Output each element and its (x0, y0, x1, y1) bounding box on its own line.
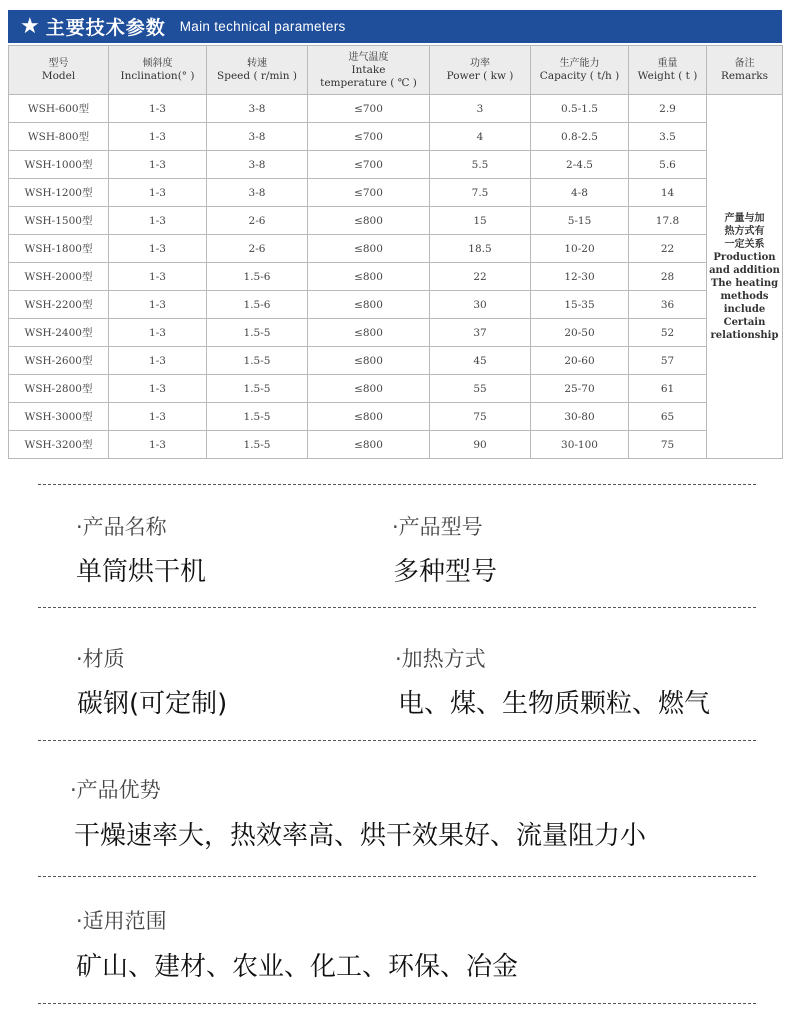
table-cell: 15 (430, 207, 531, 235)
table-cell: 3.5 (629, 123, 707, 151)
table-cell: 5.6 (629, 151, 707, 179)
table-cell: 2-4.5 (531, 151, 629, 179)
table-cell: 3-8 (207, 151, 308, 179)
column-header (707, 46, 783, 95)
table-cell: 3 (430, 95, 531, 123)
table-cell: WSH-1800型 (9, 235, 109, 263)
table-cell: 2.9 (629, 95, 707, 123)
table-cell: ≤800 (308, 375, 430, 403)
table-row (9, 375, 783, 403)
banner-title-en: Main technical parameters (179, 19, 346, 34)
table-cell: WSH-1000型 (9, 151, 109, 179)
table-cell: WSH-2800型 (9, 375, 109, 403)
material-value: 碳钢(可定制) (77, 689, 228, 719)
table-cell: ≤800 (308, 319, 430, 347)
table-cell: 1-3 (109, 375, 207, 403)
table-cell: 1-3 (109, 235, 207, 263)
table-cell: 5-15 (531, 207, 629, 235)
column-header-cn: 生产能力 (559, 58, 600, 69)
table-header-row (9, 46, 783, 95)
table-cell: WSH-1500型 (9, 207, 109, 235)
table-cell: 7.5 (430, 179, 531, 207)
table-cell: WSH-3200型 (9, 431, 109, 459)
table-row (9, 235, 783, 263)
column-header-cn: 进气温度 (348, 51, 389, 63)
table-cell: 1.5-5 (207, 319, 308, 347)
table-cell: 1.5-5 (207, 431, 308, 459)
column-header-en: Speed ( r/min ) (217, 70, 297, 82)
heating-value: 电、煤、生物质颗粒、燃气 (398, 689, 711, 719)
column-header-en: Weight ( t ) (637, 70, 698, 82)
table-cell: 20-50 (531, 319, 629, 347)
table-row (9, 403, 783, 431)
table-cell: 4 (430, 123, 531, 151)
column-header (109, 46, 207, 95)
table-row (9, 179, 783, 207)
table-cell: 1-3 (109, 291, 207, 319)
table-cell: 1-3 (109, 263, 207, 291)
table-cell: 17.8 (629, 207, 707, 235)
column-header (9, 46, 109, 95)
remarks-line-en: Certain (723, 316, 766, 328)
remarks-line-en: methods (720, 290, 769, 302)
table-cell: 1-3 (109, 347, 207, 375)
table-cell: 14 (629, 179, 707, 207)
table-cell: WSH-800型 (9, 123, 109, 151)
table-cell: 0.5-1.5 (531, 95, 629, 123)
table-cell: 2-6 (207, 207, 308, 235)
column-header-en: Inclination(° ) (120, 70, 195, 82)
table-row (9, 263, 783, 291)
table-cell: ≤800 (308, 431, 430, 459)
table-row (9, 347, 783, 375)
column-header-en: Power ( kw ) (446, 70, 514, 82)
table-body (9, 95, 783, 459)
table-cell: ≤800 (308, 403, 430, 431)
table-cell: 0.8-2.5 (531, 123, 629, 151)
table-row (9, 291, 783, 319)
table-cell: 12-30 (531, 263, 629, 291)
table-cell: ≤700 (308, 95, 430, 123)
table-cell: 1.5-5 (207, 375, 308, 403)
table-cell: ≤700 (308, 151, 430, 179)
table-cell: 2-6 (207, 235, 308, 263)
table-cell: 15-35 (531, 291, 629, 319)
table-cell: 65 (629, 403, 707, 431)
table-cell: 10-20 (531, 235, 629, 263)
star-icon: ★ (20, 14, 40, 39)
table-cell: 1.5-5 (207, 403, 308, 431)
product-name-value: 单筒烘干机 (76, 557, 207, 587)
table-cell: 45 (430, 347, 531, 375)
table-cell: 61 (629, 375, 707, 403)
table-row (9, 123, 783, 151)
table-cell: 75 (629, 431, 707, 459)
table-cell: 90 (430, 431, 531, 459)
table-cell: 1-3 (109, 95, 207, 123)
divider (38, 876, 756, 877)
column-header-en: Remarks (720, 70, 769, 82)
table-cell: 1-3 (109, 403, 207, 431)
table-cell: ≤800 (308, 207, 430, 235)
table-cell: WSH-2600型 (9, 347, 109, 375)
table-cell: 20-60 (531, 347, 629, 375)
table-cell: ≤800 (308, 291, 430, 319)
table-cell: 36 (629, 291, 707, 319)
remarks-line-cn: 产量与加 (724, 212, 765, 224)
scope-label: ·适用范围 (76, 909, 167, 933)
table-cell: 1.5-6 (207, 263, 308, 291)
table-cell: 25-70 (531, 375, 629, 403)
advantages-value: 干燥速率大，热效率高、烘干效果好、流量阻力小 (74, 821, 647, 851)
table-cell: 22 (430, 263, 531, 291)
product-name-label: ·产品名称 (76, 515, 167, 539)
table-cell: 1.5-5 (207, 347, 308, 375)
table-cell: 5.5 (430, 151, 531, 179)
table-cell: 1-3 (109, 179, 207, 207)
table-cell: 30 (430, 291, 531, 319)
table-cell: 57 (629, 347, 707, 375)
table-cell: 30-100 (531, 431, 629, 459)
table-row (9, 207, 783, 235)
table-row (9, 95, 783, 123)
column-header-en: temperature ( ℃ ) (320, 76, 417, 89)
table-cell: WSH-2000型 (9, 263, 109, 291)
table-cell: 28 (629, 263, 707, 291)
column-header-en: Model (41, 70, 76, 82)
table-cell: ≤800 (308, 235, 430, 263)
table-row (9, 319, 783, 347)
heating-label: ·加热方式 (395, 647, 486, 671)
table-cell: WSH-2200型 (9, 291, 109, 319)
product-model-value: 多种型号 (393, 557, 498, 587)
table-cell: WSH-3000型 (9, 403, 109, 431)
table-cell: ≤700 (308, 123, 430, 151)
table-cell: WSH-2400型 (9, 319, 109, 347)
table-cell: 37 (430, 319, 531, 347)
banner-title-cn: 主要技术参数 (45, 17, 166, 39)
remarks-cell (707, 95, 783, 459)
column-header-cn: 转速 (247, 58, 267, 69)
table-cell: 3-8 (207, 123, 308, 151)
table-cell: ≤800 (308, 347, 430, 375)
table-cell: 1-3 (109, 431, 207, 459)
column-header-cn: 重量 (657, 58, 678, 69)
divider (38, 740, 756, 741)
remarks-line-en: include (723, 303, 766, 315)
table-cell: WSH-1200型 (9, 179, 109, 207)
table-cell: ≤700 (308, 179, 430, 207)
advantages-label: ·产品优势 (70, 778, 161, 802)
divider (38, 1003, 756, 1004)
remarks-line-cn: 热方式有 (724, 225, 765, 237)
column-header-cn: 功率 (470, 58, 490, 69)
table-cell: 3-8 (207, 95, 308, 123)
table-cell: 1-3 (109, 151, 207, 179)
column-header (207, 46, 308, 95)
table-cell: 55 (430, 375, 531, 403)
table-cell: 1-3 (109, 123, 207, 151)
table-cell: 3-8 (207, 179, 308, 207)
table-cell: 1-3 (109, 319, 207, 347)
table-cell: 30-80 (531, 403, 629, 431)
divider (38, 607, 756, 608)
column-header-cn: 倾斜度 (142, 58, 173, 69)
remarks-line-en: The heating (710, 277, 779, 289)
column-header (629, 46, 707, 95)
material-label: ·材质 (76, 647, 125, 671)
column-header-en: Capacity ( t/h ) (539, 70, 620, 82)
table-cell: 18.5 (430, 235, 531, 263)
remarks-line-en: and addition (709, 264, 780, 276)
remarks-line-cn: 一定关系 (724, 238, 765, 250)
table-cell: 1-3 (109, 207, 207, 235)
column-header-cn: 备注 (734, 58, 755, 69)
column-header (308, 46, 430, 95)
table-cell: ≤800 (308, 263, 430, 291)
column-header-en: Intake (351, 63, 386, 76)
table-cell: WSH-600型 (9, 95, 109, 123)
product-model-label: ·产品型号 (392, 515, 483, 539)
divider (38, 484, 756, 485)
table-cell: 1.5-6 (207, 291, 308, 319)
column-header (430, 46, 531, 95)
remarks-line-en: Production (713, 251, 776, 263)
table-cell: 22 (629, 235, 707, 263)
spec-table (8, 45, 783, 459)
remarks-line-en: relationship (710, 329, 779, 341)
table-row (9, 151, 783, 179)
table-row (9, 431, 783, 459)
section-banner (8, 10, 782, 43)
column-header (531, 46, 629, 95)
column-header-cn: 型号 (48, 58, 69, 69)
table-cell: 4-8 (531, 179, 629, 207)
table-cell: 75 (430, 403, 531, 431)
scope-value: 矿山、建材、农业、化工、环保、冶金 (76, 952, 519, 982)
table-cell: 52 (629, 319, 707, 347)
